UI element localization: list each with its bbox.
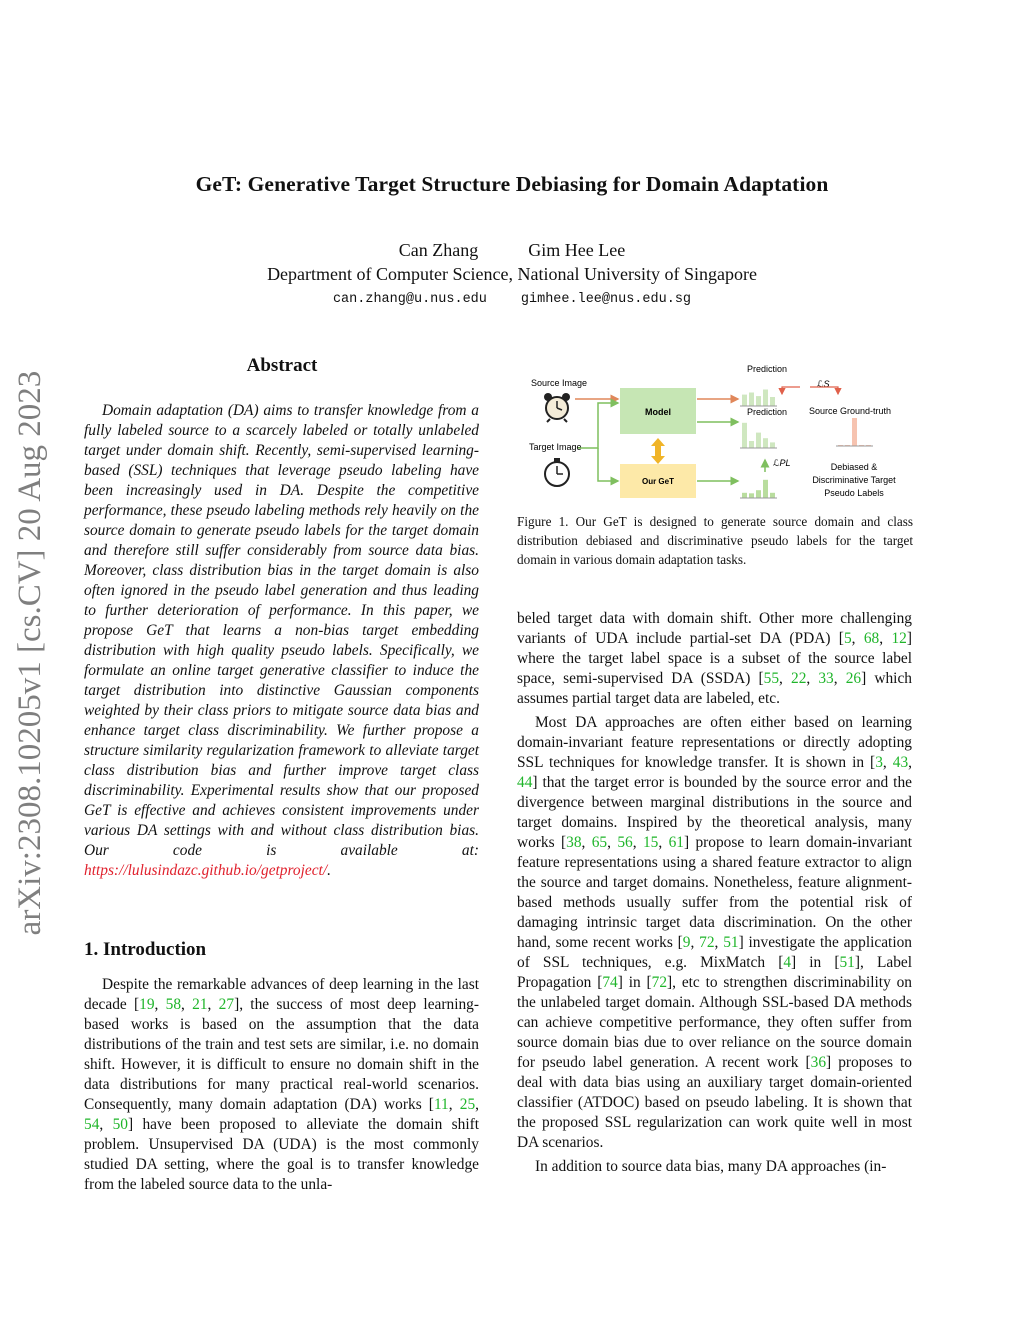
citation-link[interactable]: 25 (459, 1096, 476, 1113)
body-text: , (632, 834, 643, 851)
label-prediction-top: Prediction (747, 364, 788, 374)
clock-bell (544, 393, 552, 401)
histogram-bar (749, 393, 754, 407)
abstract-end: . (327, 862, 331, 879)
pseudo-label-histogram (740, 480, 777, 498)
email[interactable]: gimhee.lee@nus.edu.sg (520, 292, 692, 307)
citation-link[interactable]: 21 (192, 996, 208, 1013)
citation-link[interactable]: 11 (433, 1096, 449, 1113)
target-prediction-histogram (740, 423, 777, 448)
citation-link[interactable]: 26 (845, 670, 862, 687)
histogram-bar (770, 493, 775, 498)
get-label: Our GeT (641, 477, 675, 486)
body-text: ] investigate the application of SSL techniques, e.g. MixMatch [ (517, 934, 912, 971)
citation-link[interactable]: 15 (642, 834, 659, 851)
histogram-bar (852, 418, 857, 446)
label-debiased-2: Discriminative Target (812, 475, 896, 485)
body-text: ] which assumes partial target data are labeled, etc. (517, 670, 912, 707)
author-name: Can Zhang (398, 240, 479, 260)
citation-link[interactable]: 4 (783, 954, 792, 971)
citation-link[interactable]: 51 (723, 934, 739, 951)
swap-arrow-icon (651, 438, 665, 464)
body-text: ], etc to strengthen discriminability on the unlabeled target domain. Although SSL-based DA methods can achieve competitive performance, they often suffer from source domain bias due to over reliance on the source domain for pseudo label generation. A recent work [ (517, 974, 913, 1071)
citation-link[interactable]: 19 (139, 996, 155, 1013)
clock-leg (547, 419, 550, 422)
histogram-bar (763, 390, 768, 407)
citation-link[interactable]: 33 (818, 670, 834, 687)
body-text: ] propose to learn domain-invariant feature representations using a shared feature extractor to align the source and target domains. Nonetheless, feature alignment-based methods usually suffer from the potential risk of damaging intrinsic target data discrimination. On the other hand, some recent works [ (517, 834, 912, 951)
arxiv-identifier: arXiv:2308.10205v1 [cs.CV] 20 Aug 2023 (12, 370, 48, 936)
citation-link[interactable]: 3 (875, 754, 883, 771)
model-label: Model (645, 407, 671, 417)
body-text: , (581, 834, 592, 851)
body-text: , (99, 1116, 113, 1133)
ground-truth-histogram (836, 418, 873, 446)
body-text: ] where the target label space is a subset of the source label space, semi-supervised DA (SSDA) [ (517, 630, 912, 687)
target-to-model-arrow (578, 403, 618, 448)
author-emails (0, 292, 1024, 307)
loss-s-arrow-left (782, 387, 800, 394)
affiliation: Department of Computer Science, National University of Singapore (267, 264, 757, 284)
histogram-bar (742, 395, 747, 406)
alarm-clock-icon (544, 393, 570, 422)
body-text: , (851, 630, 864, 647)
loss-pl-label: ℒPL (773, 458, 791, 468)
body-text: , (207, 996, 219, 1013)
histogram-bar (742, 423, 747, 448)
body-text: Despite the remarkable advances of deep learning in the last decade [ (84, 976, 479, 1013)
body-text: , (806, 670, 819, 687)
label-target-image: Target Image (529, 442, 582, 452)
body-text: beled target data with domain shift. Other more challenging variants of UDA include partial-set DA (PDA) [ (517, 610, 912, 647)
body-text: ], Label Propagation [ (517, 954, 912, 991)
body-text: ] have been proposed to alleviate the domain shift problem. Unsupervised DA (UDA) is the most commonly studied DA setting, where the goal is to transfer knowledge from the labeled source data to the unla- (84, 1116, 479, 1193)
body-text: ] proposes to deal with data bias using an auxiliary target domain-oriented classifier (ATDOC) based on pseudo labeling. It is shown that the proposed SSL regularization can work quite well in most DA scenarios. (517, 1054, 912, 1151)
target-to-get-arrow (598, 448, 618, 481)
body-text: , (690, 934, 700, 951)
citation-link[interactable]: 58 (165, 996, 182, 1013)
citation-link[interactable]: 5 (843, 630, 852, 647)
body-text: , (658, 834, 669, 851)
paper-title: GeT: Generative Target Structure Debiasing for Domain Adaptation (195, 172, 829, 196)
citation-link[interactable]: 72 (699, 934, 715, 951)
body-text: , (607, 834, 618, 851)
citation-link[interactable]: 61 (668, 834, 684, 851)
abstract-text: Domain adaptation (DA) aims to transfer knowledge from a fully labeled source to a scarcely labeled or totally unlabeled target under domain shift. Recently, semi-supervised learning-based (SSL) techniques that leverage pseudo labeling have been increasingly used in DA. Despite the competitive performance, these pseudo labeling methods rely heavily on the source domain to generate pseudo labels for the target domain and therefore still suffer considerably from source data bias. Moreover, class distribution bias in the target domain is also often ignored in the pseudo label generation and thus leading to further deterioration of performance. In this paper, we propose GeT that learns a non-bias target embedding distribution with high quality pseudo labels. Specifically, we formulate an online target generative classifier to induce the target distribution into distinctive Gaussian components weighted by their class priors to mitigate source data bias and enhance target class discriminability. We further propose a structure similarity regularization framework to alleviate target class distribution bias and further improve target class discriminability. Experimental results show that our proposed GeT is effective and achieves consistent improvements under various DA settings with and without class distribution bias. Our code is available at: (84, 402, 479, 859)
label-debiased-3: Pseudo Labels (824, 488, 884, 498)
clock-leg (564, 419, 567, 422)
citation-link[interactable]: 36 (810, 1054, 827, 1071)
project-link[interactable]: https://lulusindazc.github.io/getproject/ (84, 862, 328, 879)
source-prediction-histogram (740, 390, 777, 407)
citation-link[interactable]: 43 (892, 754, 909, 771)
histogram-bar (770, 442, 775, 448)
body-text: , (475, 1096, 479, 1113)
stopwatch-icon (545, 458, 569, 486)
body-text: , (154, 996, 166, 1013)
body-text: ] in [ (791, 954, 840, 971)
clock-bell (562, 393, 570, 401)
citation-link[interactable]: 65 (591, 834, 608, 851)
citation-link[interactable]: 51 (839, 954, 855, 971)
author-name: Gim Hee Lee (528, 240, 626, 260)
histogram-bar (763, 438, 768, 448)
label-source-ground-truth: Source Ground-truth (809, 406, 892, 416)
label-prediction-mid: Prediction (747, 407, 788, 417)
body-text: , (833, 670, 846, 687)
label-debiased-1: Debiased & (830, 462, 878, 472)
histogram-bar (749, 493, 754, 498)
label-source-image: Source Image (531, 378, 588, 388)
body-text: Most DA approaches are often either based on learning domain-invariant feature representations or directly adopting SSL techniques for knowledge transfer. It is shown in [ (517, 714, 912, 771)
body-text: , (714, 934, 724, 951)
body-text: In addition to source data bias, many DA approaches (in- (535, 1158, 887, 1175)
citation-link[interactable]: 74 (602, 974, 618, 991)
author-list (0, 240, 1024, 261)
body-text: ], the success of most deep learning-based works is based on the assumption that the data distributions of the train and test sets are similar, i.e. no domain shift. However, it is difficult to ensure no domain shift in the data distributions for many practical real-world scenarios. Consequently, many domain adaptation (DA) works [ (84, 996, 479, 1113)
figure-1-diagram (520, 358, 915, 506)
citation-link[interactable]: 72 (651, 974, 668, 991)
body-text: ] in [ (617, 974, 652, 991)
stopwatch-crown (554, 458, 560, 462)
citation-link[interactable]: 44 (517, 774, 533, 791)
email[interactable]: can.zhang@u.nus.edu (332, 292, 487, 307)
citation-link[interactable]: 54 (84, 1116, 100, 1133)
figure-1-caption: Figure 1. Our GeT is designed to generate source domain and class distribution debiased and discriminative pseudo labels for the target domain in various domain adaptation tasks. (517, 514, 913, 567)
citation-link[interactable]: 22 (791, 670, 807, 687)
abstract-heading: Abstract (246, 355, 318, 376)
body-text: , (879, 630, 892, 647)
citation-link[interactable]: 50 (112, 1116, 128, 1133)
body-text: , (181, 996, 193, 1013)
histogram-bar (756, 490, 761, 498)
body-text: , (882, 754, 893, 771)
body-text: ] that the target error is bounded by the source error and the divergence between marginal distributions in the source and target domains. Inspired by the theoretical analysis, many works [ (517, 774, 912, 851)
histogram-bar (770, 397, 775, 406)
introduction-body (84, 975, 479, 1195)
figure-1 (520, 358, 915, 506)
body-text: , (908, 754, 912, 771)
citation-link[interactable]: 68 (863, 630, 880, 647)
section-heading-introduction: 1. Introduction (84, 939, 207, 960)
body-text: , (448, 1096, 460, 1113)
histogram-bar (756, 433, 761, 448)
loss-s-label: ℒS (817, 379, 830, 389)
citation-link[interactable]: 9 (682, 934, 691, 951)
paragraph (517, 609, 912, 709)
histogram-bar (749, 441, 754, 448)
citation-link[interactable]: 55 (763, 670, 780, 687)
abstract-body (84, 401, 479, 881)
histogram-bar (763, 480, 768, 498)
paragraph (517, 713, 912, 1153)
citation-link[interactable]: 12 (891, 630, 907, 647)
paragraph (517, 1157, 912, 1177)
citation-link[interactable]: 38 (566, 834, 582, 851)
right-column-body (517, 609, 912, 1181)
histogram-bar (742, 493, 747, 498)
body-text: , (779, 670, 791, 687)
citation-link[interactable]: 56 (617, 834, 633, 851)
histogram-bar (756, 396, 761, 406)
citation-link[interactable]: 27 (218, 996, 235, 1013)
